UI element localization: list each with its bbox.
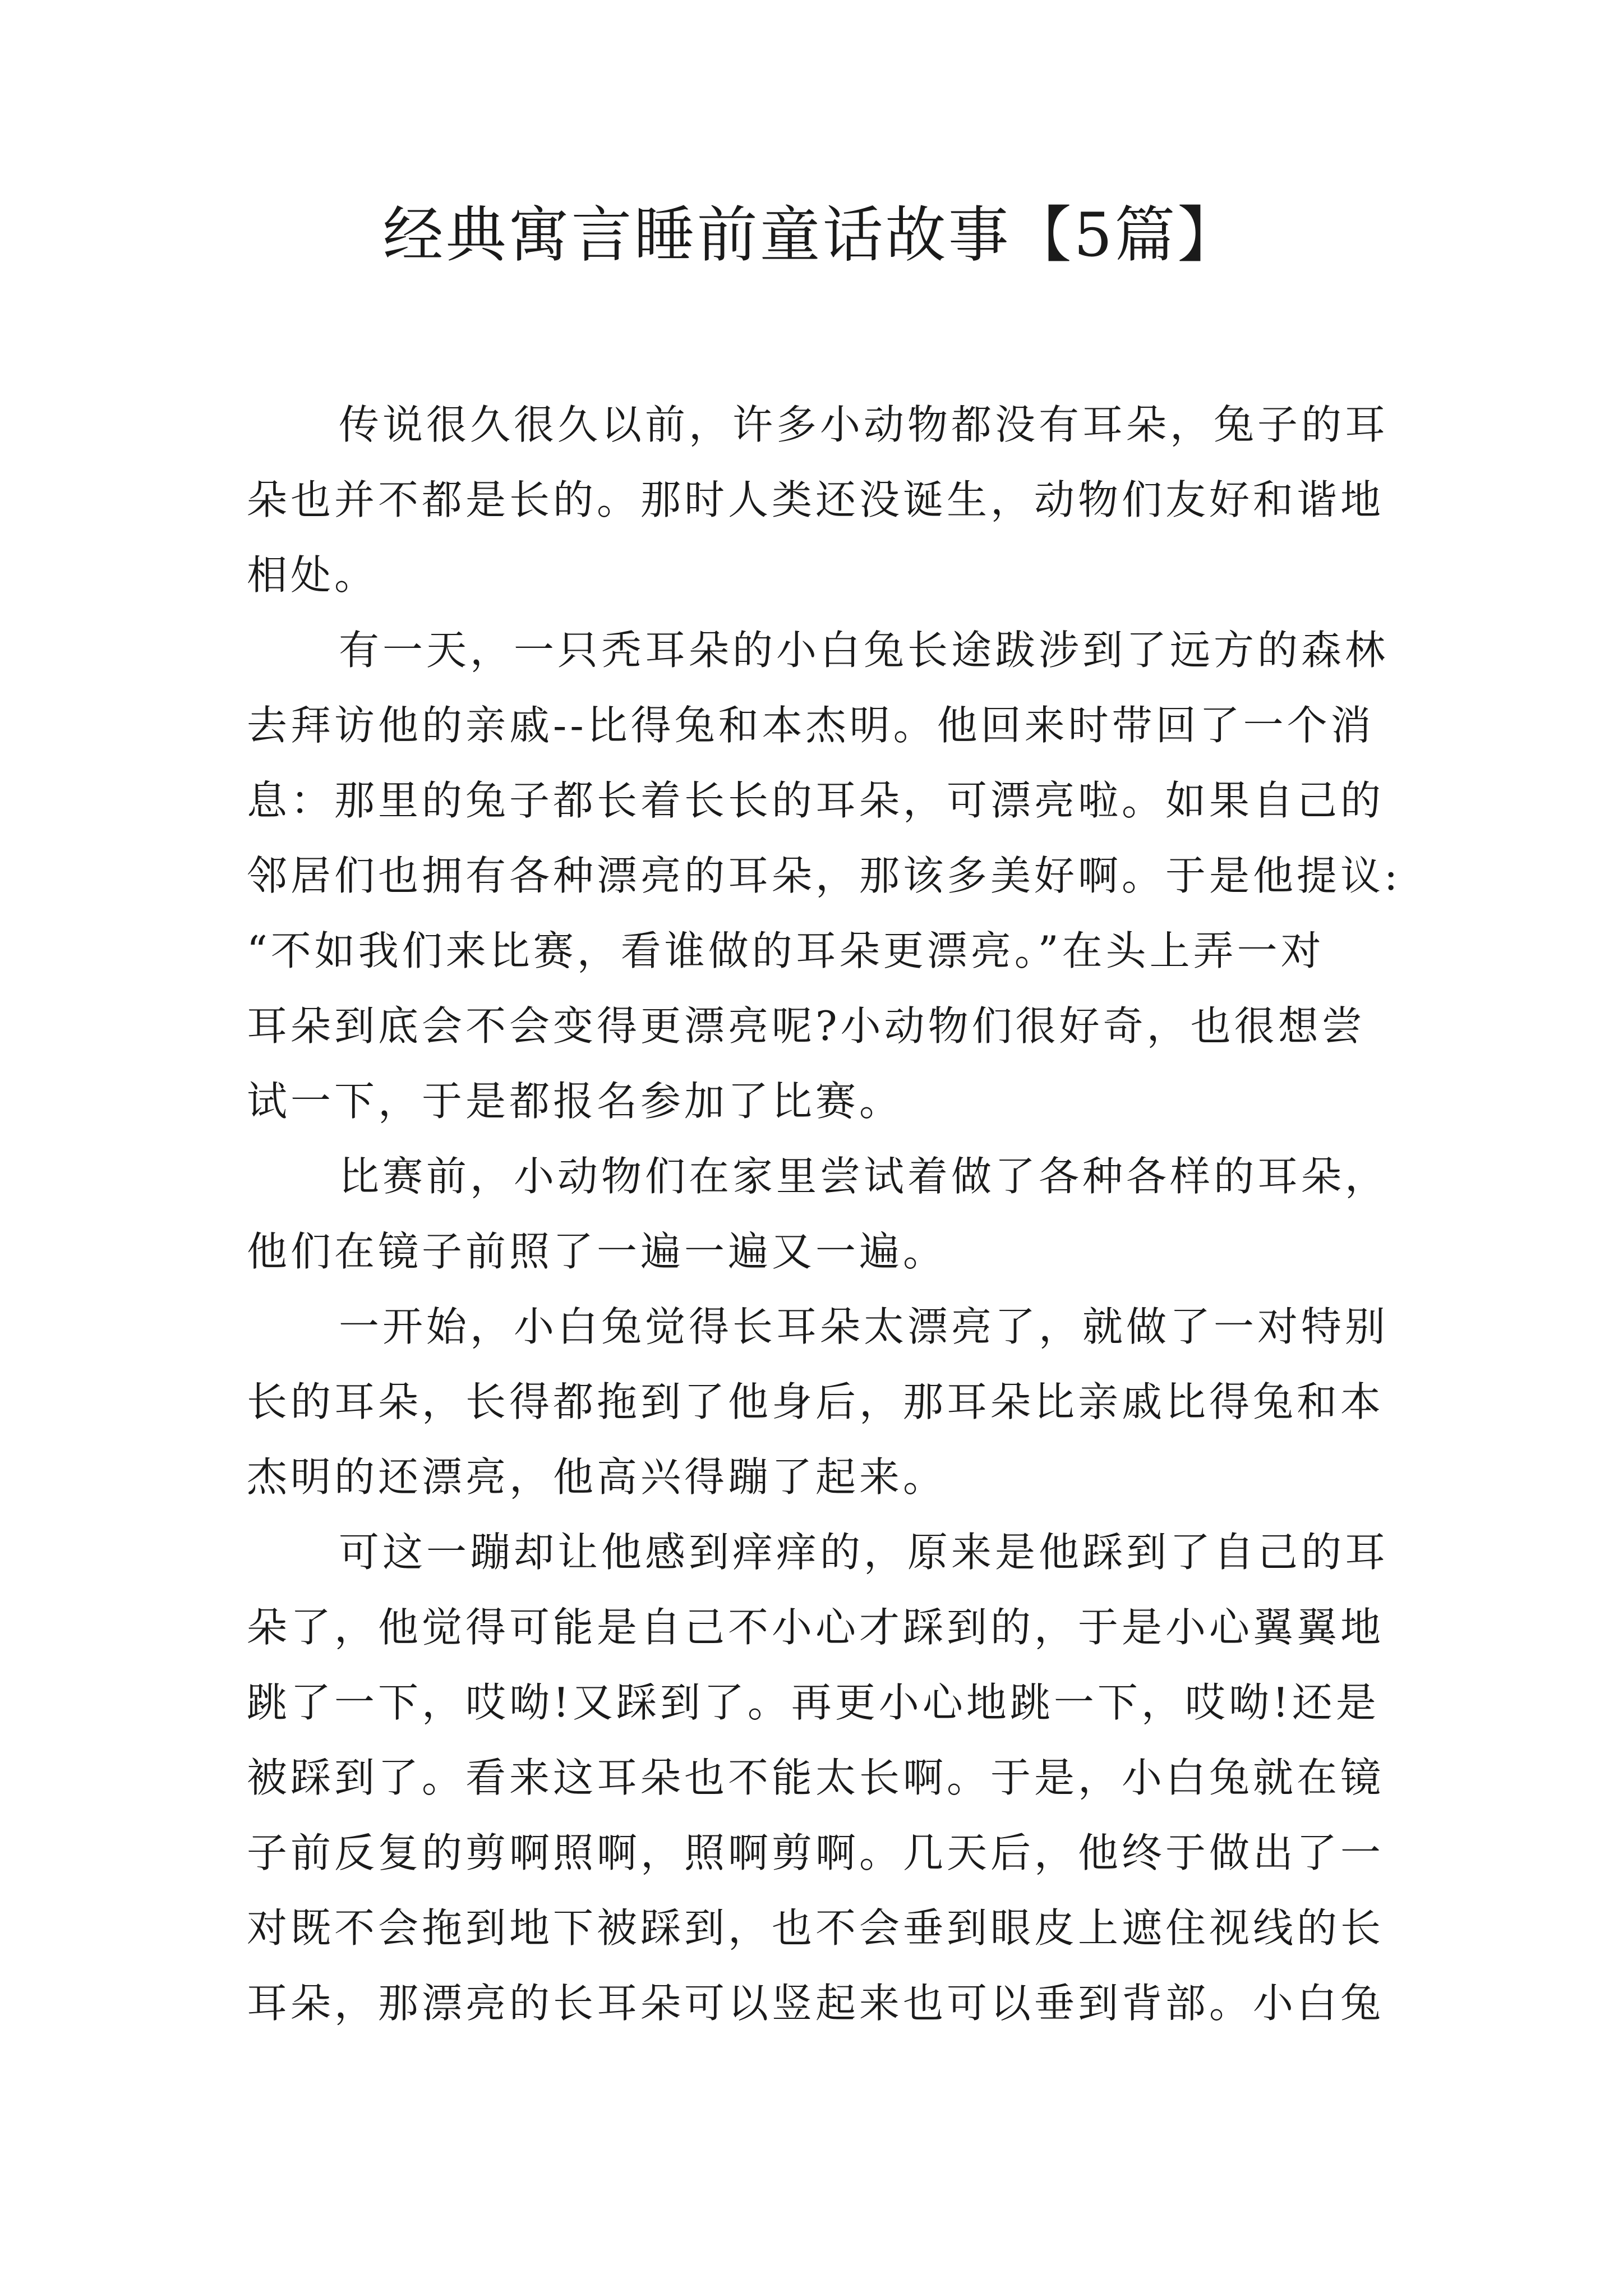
- document-title: 经典寓言睡前童话故事【5篇】: [382, 200, 1241, 270]
- text-line: 长的耳朵，长得都拖到了他身后，那耳朵比亲戚比得兔和本: [247, 1378, 1385, 1425]
- text-line: 有一天，一只秃耳朵的小白兔长途跋涉到了远方的森林: [339, 627, 1389, 674]
- text-line: 耳朵，那漂亮的长耳朵可以竖起来也可以垂到背部。小白兔: [247, 1980, 1385, 2027]
- text-line: 息：那里的兔子都长着长长的耳朵，可漂亮啦。如果自己的: [247, 777, 1385, 824]
- text-line: 比赛前，小动物们在家里尝试着做了各种各样的耳朵，: [339, 1153, 1389, 1200]
- text-line: 对既不会拖到地下被踩到，也不会垂到眼皮上遮住视线的长: [247, 1904, 1385, 1952]
- document-body: [247, 387, 1401, 2041]
- text-line: 试一下，于是都报名参加了比赛。: [247, 1078, 903, 1125]
- text-line: 他们在镜子前照了一遍一遍又一遍。: [247, 1228, 947, 1275]
- text-line: 子前反复的剪啊照啊，照啊剪啊。几天后，他终于做出了一: [247, 1829, 1385, 1876]
- text-line: 相处。: [247, 551, 379, 599]
- text-line: 传说很久很久以前，许多小动物都没有耳朵，兔子的耳: [339, 401, 1389, 448]
- text-line: 朵了，他觉得可能是自己不小心才踩到的，于是小心翼翼地: [247, 1604, 1385, 1651]
- text-line: 被踩到了。看来这耳朵也不能太长啊。于是，小白兔就在镜: [247, 1754, 1385, 1801]
- text-line: 朵也并不都是长的。那时人类还没诞生，动物们友好和谐地: [247, 476, 1385, 523]
- text-line: “不如我们来比赛，看谁做的耳朵更漂亮。”在头上弄一对: [247, 927, 1325, 974]
- text-line: 跳了一下，哎呦!又踩到了。再更小心地跳一下，哎呦!还是: [247, 1679, 1380, 1726]
- text-line: 一开始，小白兔觉得长耳朵太漂亮了，就做了一对特别: [339, 1303, 1389, 1350]
- text-line: 可这一蹦却让他感到痒痒的，原来是他踩到了自己的耳: [339, 1529, 1389, 1576]
- text-line: 耳朵到底会不会变得更漂亮呢?小动物们很好奇，也很想尝: [247, 1002, 1366, 1050]
- text-line: 去拜访他的亲戚--比得兔和本杰明。他回来时带回了一个消: [247, 702, 1375, 749]
- text-line: 杰明的还漂亮，他高兴得蹦了起来。: [247, 1453, 947, 1501]
- text-line: 邻居们也拥有各种漂亮的耳朵，那该多美好啊。于是他提议:: [247, 852, 1401, 899]
